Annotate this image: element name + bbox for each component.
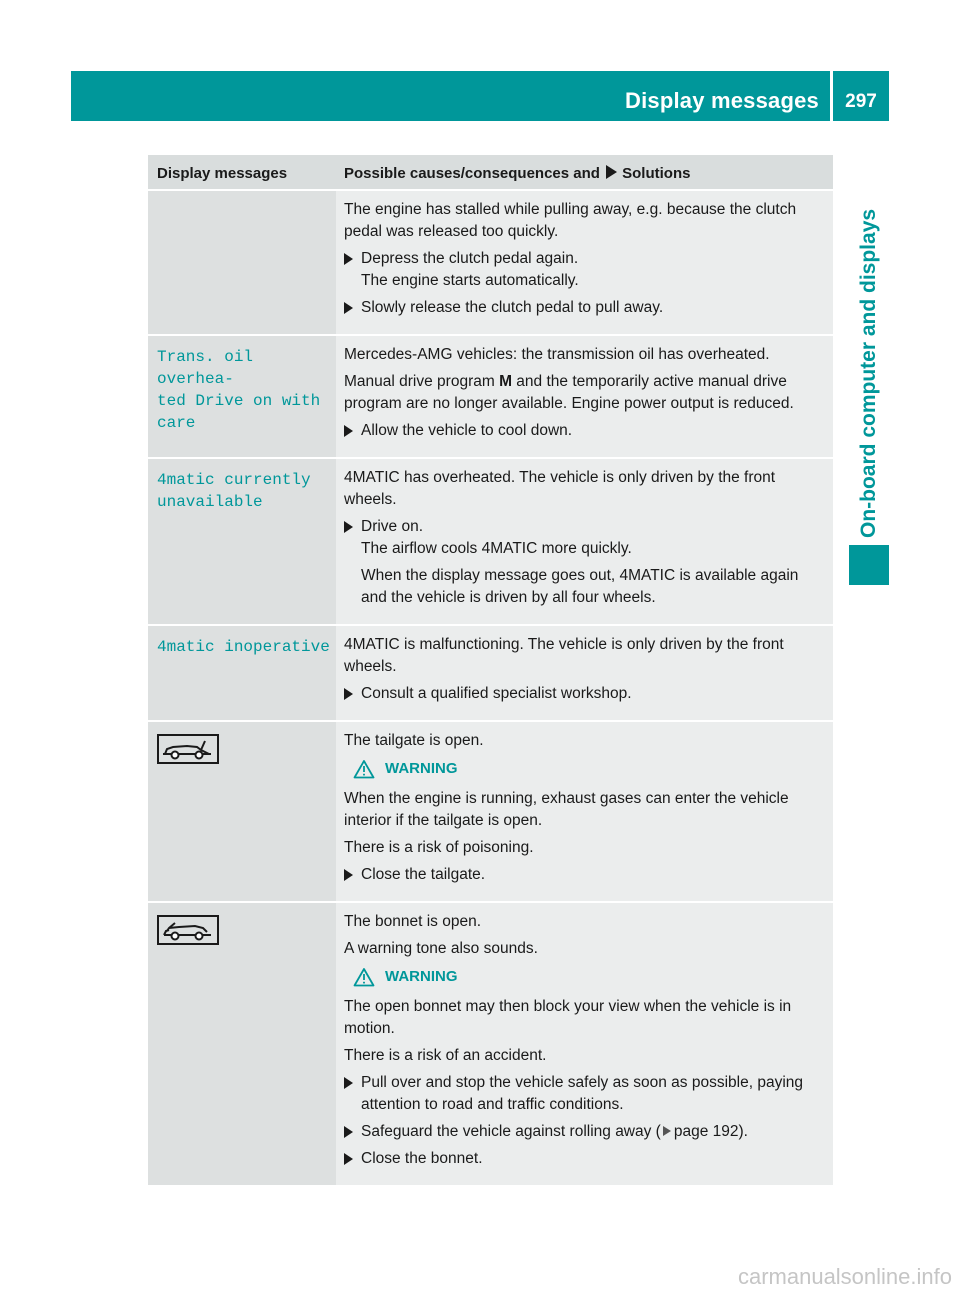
solution-step [344,1072,827,1116]
page-reference-link[interactable]: page 192 [673,1123,739,1140]
description-text [344,371,827,415]
step-text: Pull over and stop the vehicle safely as soon as possible, paying attention to road and traffic conditions. [361,1074,804,1113]
message-cell-empty [148,191,336,334]
display-message-text: unavailable [157,493,263,511]
description-cell [336,459,833,624]
solution-step [344,420,827,442]
solution-step [344,864,827,886]
description-text: The engine has stalled while pulling away, e.g. because the clutch pedal was released too quickly. [344,201,797,240]
table-row [148,903,833,1185]
step-text: Allow the vehicle to cool down. [361,422,573,439]
description-text: The tailgate is open. [344,732,484,749]
solution-step [344,248,827,270]
description-cell [336,722,833,901]
message-cell [148,626,336,720]
table-row [148,191,833,334]
table-row [148,459,833,624]
col-header-solutions [336,155,833,189]
description-text: A warning tone also sounds. [344,940,538,957]
col-header-display-messages: Display messages [148,155,336,189]
solution-arrow-icon [606,165,617,179]
message-cell [148,903,336,1185]
page-number: 297 [845,91,877,112]
description-cell [336,626,833,720]
description-cell [336,336,833,457]
col-header-causes-label: Possible causes/consequences and [344,165,600,182]
display-message-text: care [157,414,196,432]
step-arrow-icon [344,688,353,700]
step-text: Consult a qualified specialist workshop. [361,685,632,702]
header-title: Display messages [625,88,819,113]
step-text: Depress the clutch pedal again. [361,250,579,267]
step-text: Close the tailgate. [361,866,486,883]
side-tab-label: On-board computer and displays [857,208,880,538]
display-message-text: 4matic currently [157,471,311,489]
description-text: 4MATIC is malfunctioning. The vehicle is only driven by the front wheels. [344,636,784,675]
solution-step [344,1121,827,1143]
col-header-solutions-label: Solutions [622,165,691,182]
step-text-part: Safeguard the vehicle against rolling away ( [361,1123,661,1140]
description-cell [336,191,833,334]
description-text: There is a risk of poisoning. [344,839,534,856]
message-cell [148,336,336,457]
message-cell [148,459,336,624]
step-arrow-icon [344,302,353,314]
tailgate-open-icon [157,734,219,764]
table-header-row [148,155,833,189]
description-text: The open bonnet may then block your view when the vehicle is in motion. [344,998,792,1037]
step-note: The engine starts automatically. [361,272,579,289]
display-message-text: 4matic inoperative [157,638,330,656]
description-text: There is a risk of an accident. [344,1047,547,1064]
side-tab-marker [849,545,889,585]
solution-step [344,516,827,538]
warning-label [353,966,827,988]
description-cell [336,903,833,1185]
step-arrow-icon [344,425,353,437]
warning-triangle-icon [353,967,375,987]
side-tab [849,145,889,540]
description-text: When the engine is running, exhaust gases can enter the vehicle interior if the tailgate is open. [344,790,789,829]
step-arrow-icon [344,1077,353,1089]
page-header [71,71,889,121]
solution-step [344,1148,827,1170]
message-cell [148,722,336,901]
step-note: When the display message goes out, 4MATIC is available again and the vehicle is driven by all four wheels. [361,567,799,606]
warning-text: WARNING [385,968,458,985]
step-text: Slowly release the clutch pedal to pull away. [361,299,664,316]
drive-program-label: M [499,373,512,390]
solution-step [344,683,827,705]
description-text-part: Manual drive program [344,373,500,390]
step-arrow-icon [344,521,353,533]
step-note: The airflow cools 4MATIC more quickly. [361,540,632,557]
step-text: Drive on. [361,518,424,535]
description-text: The bonnet is open. [344,913,482,930]
step-text-part: ). [738,1123,748,1140]
watermark: carmanualsonline.info [737,1264,952,1289]
step-arrow-icon [344,1153,353,1165]
step-text: Close the bonnet. [361,1150,483,1167]
solution-step [344,297,827,319]
table-row [148,336,833,457]
description-text-part: and the temporarily active manual drive program are no longer available. Engine power output is reduced. [344,373,794,412]
step-arrow-icon [344,253,353,265]
step-arrow-icon [344,869,353,881]
warning-text: WARNING [385,760,458,777]
bonnet-open-icon [157,915,219,945]
warning-triangle-icon [353,759,375,779]
table-row [148,722,833,901]
display-message-text: Trans. oil overhea‐ [157,348,254,388]
table-row [148,626,833,720]
page-reference-icon [663,1126,671,1136]
step-arrow-icon [344,1126,353,1138]
description-text: 4MATIC has overheated. The vehicle is only driven by the front wheels. [344,469,776,508]
warning-label [353,758,827,780]
display-message-text: ted Drive on with [157,392,321,410]
description-text: Mercedes-AMG vehicles: the transmission oil has overheated. [344,346,770,363]
display-messages-table [148,153,833,1187]
